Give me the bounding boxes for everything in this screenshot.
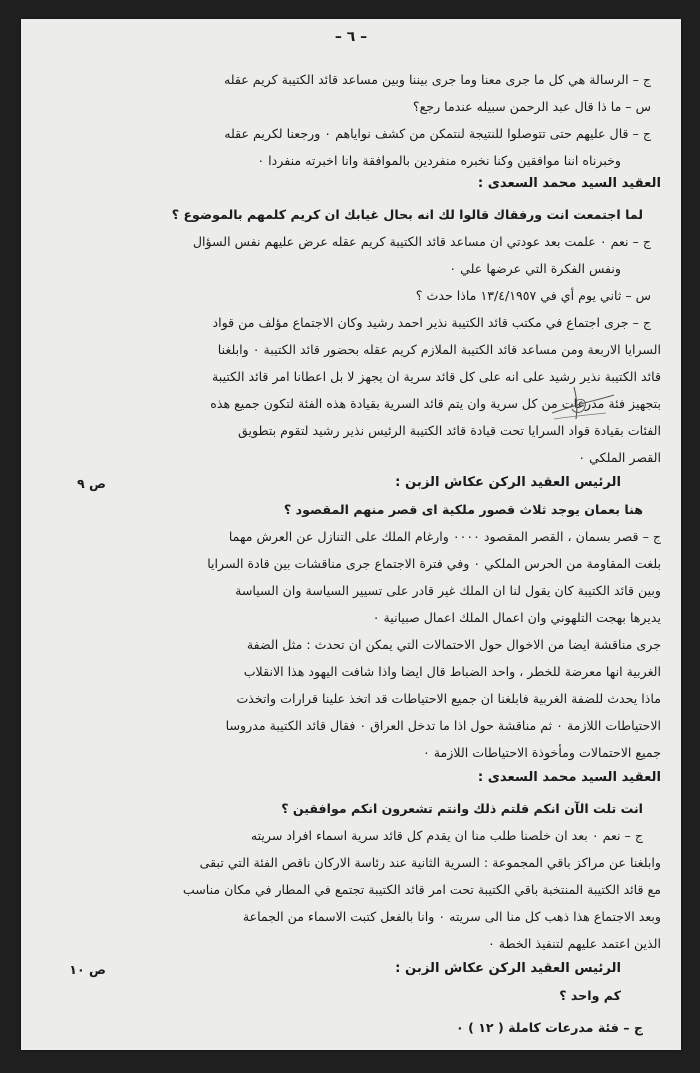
text-line: هنا بعمان يوجد ثلاث قصور ملكية اى قصر منهم المقصود ؟ [283, 502, 643, 517]
text-line: كم واحد ؟ [559, 988, 621, 1003]
text-line: ج – نعم ٠ علمت بعد عودتي ان مساعد قائد الكتيبة كريم عقله عرض عليهم نفس السؤال [192, 234, 651, 249]
document-page [21, 19, 681, 1050]
text-line: مع قائد الكتيبة المنتخبة باقي الكتيبة تحت امر قائد الكتيبة تجتمع في المطار في مكان مناسب [182, 882, 661, 897]
text-line: س – ما ذا قال عبد الرحمن سبيله عندما رجع؟ [412, 99, 651, 114]
text-line: وبين قائد الكتيبة كان يقول لنا ان الملك غير قادر على تسيير السياسة وان السياسة [235, 583, 661, 598]
speaker-heading: الرئيس العقيد الركن عكاش الزبن : [395, 961, 621, 976]
margin-mark: ص ١٠ [69, 962, 106, 977]
text-line: لما اجتمعت انت ورفقاك قالوا لك انه بحال غيابك ان كريم كلمهم بالموضوع ؟ [171, 207, 643, 222]
text-line: قائد الكتيبة نذير رشيد على انه على كل قائد سرية ان يجهز لا بل اعطانا امر قائد الكتيبة [212, 369, 661, 384]
margin-mark: ص ٩ [76, 476, 106, 491]
text-line: ج – نعم ٠ بعد ان خلصنا طلب منا ان يقدم كل قائد سرية اسماء افراد سريته [250, 828, 643, 843]
text-line: الغربية انها معرضة للخطر ، واحد الضباط قال ايضا واذا شافت اليهود هذا الانقلاب [243, 664, 661, 679]
text-line: وابلغنا عن مراكز باقي المجموعة : السرية الثانية عند رئاسة الاركان ناقص الفئة التي تبقى [199, 855, 661, 870]
speaker-heading: العقيد السيد محمد السعدى : [477, 176, 661, 191]
text-line: يديرها بهجت التلهوني وان اعمال الملك اعمال صبيانية ٠ [372, 610, 661, 625]
text-line: وخبرناه اننا موافقين وكنا نخبره منفردين بالموافقة وانا اخبرته منفردا ٠ [257, 153, 621, 168]
text-line: ماذا يحدث للضفة الغربية فابلغنا ان جميع الاحتياطات قد اتخذ علينا قرارات واتخذت [236, 691, 661, 706]
handwritten-signature [546, 379, 616, 429]
text-line: جرى مناقشة ايضا من الاخوال حول الاحتمالات التي يمكن ان تحدث : مثل الضفة [246, 637, 661, 652]
text-line: انت تلت الآن انكم قلتم ذلك وانتم تشعرون انكم موافقين ؟ [281, 801, 643, 816]
text-line: ج – قصر بسمان ، القصر المقصود ٠٠٠٠ وارغام الملك على التنازل عن العرش مهما [228, 529, 661, 544]
text-line: الذين اعتمد عليهم لتنفيذ الخطة ٠ [488, 936, 661, 951]
text-line: وبعد الاجتماع هذا ذهب كل منا الى سريته ٠ وانا بالفعل كتبت الاسماء من الجماعة [242, 909, 661, 924]
text-line: القصر الملكي ٠ [578, 450, 661, 465]
text-line: ج – قال عليهم حتى تتوصلوا للنتيجة لنتمكن من كشف نواياهم ٠ ورجعنا لكريم عقله [224, 126, 651, 141]
text-line: جميع الاحتمالات ومأخوذة الاحتياطات اللازمة ٠ [423, 745, 661, 760]
page-number: – ٦ – [334, 29, 368, 45]
text-line: ج – الرسالة هي كل ما جرى معنا وما جرى بيننا وبين مساعد قائد الكتيبة كريم عقله [223, 72, 651, 87]
text-line: السرايا الاربعة ومن مساعد قائد الكتيبة الملازم كريم عقله بحضور قائد الكتيبة ٠ وابلغنا [217, 342, 661, 357]
text-line: ج – فئة مدرعات كاملة ( ١٢ ) ٠ [456, 1020, 643, 1035]
text-line: س – ثاني يوم أي في ١٣/٤/١٩٥٧ ماذا حدث ؟ [415, 288, 651, 303]
speaker-heading: الرئيس العقيد الركن عكاش الزبن : [395, 475, 621, 490]
text-line: ج – جرى اجتماع في مكتب قائد الكتيبة نذير احمد رشيد وكان الاجتماع مؤلف من قواد [212, 315, 651, 330]
text-line: الاحتياطات اللازمة ٠ ثم مناقشة حول اذا ما تدخل العراق ٠ فقال قائد الكتيبة مدروسا [225, 718, 661, 733]
text-line: بتجهيز فئة مدرعات من كل سرية وان يتم قائد السرية بقيادة هذه الفئة لتكون جميع هذه [210, 396, 661, 411]
speaker-heading: العقيد السيد محمد السعدى : [477, 770, 661, 785]
text-line: بلغت المقاومة من الحرس الملكي ٠ وفي فترة الاجتماع جرى مناقشات بين قادة السرايا [207, 556, 661, 571]
text-line: ونفس الفكرة التي عرضها علي ٠ [449, 261, 621, 276]
text-line: الفئات بقيادة قواد السرايا تحت قيادة قائد الكتيبة الرئيس نذير رشيد لتقوم بتطويق [238, 423, 661, 438]
